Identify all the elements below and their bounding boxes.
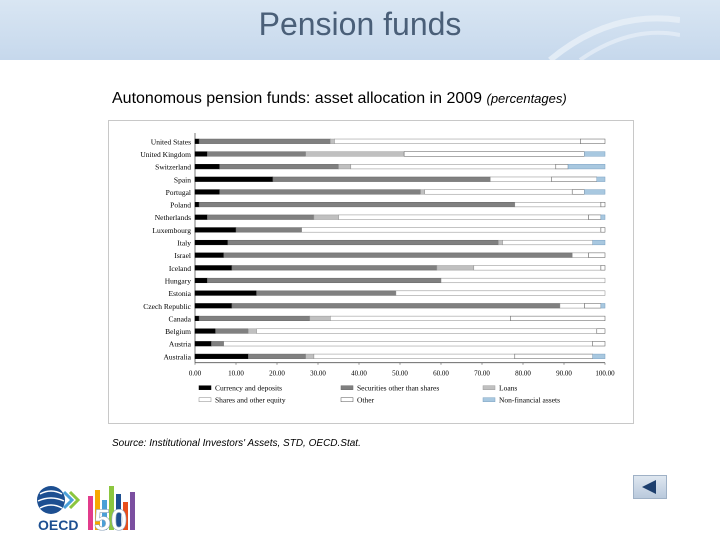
bar-segment [425, 190, 573, 195]
bar-segment [220, 190, 421, 195]
x-tick-label: 40.00 [351, 369, 367, 378]
bar-segment [195, 278, 207, 283]
bar-segment [195, 202, 199, 207]
bar-segment [404, 152, 584, 157]
bar-segment [224, 253, 573, 258]
category-label: Portugal [165, 187, 191, 197]
bar-segment [601, 266, 605, 271]
category-label: Spain [173, 175, 191, 185]
legend-swatch [483, 386, 495, 390]
bar-segment [421, 190, 425, 195]
bar-segment [597, 177, 605, 182]
bar-segment [195, 303, 232, 308]
x-tick-label: 90.00 [556, 369, 572, 378]
fifty-logo-text: 50 [94, 504, 128, 534]
bar-segment [195, 316, 199, 321]
bar-segment [195, 164, 220, 169]
bar-segment [220, 164, 339, 169]
bar-segment [330, 316, 510, 321]
bar-segment [601, 228, 605, 233]
category-label: Switzerland [155, 162, 191, 172]
bar-segment [503, 240, 593, 245]
bar-segment [306, 152, 404, 157]
bar-segment [396, 291, 605, 296]
category-label: Iceland [168, 263, 191, 273]
bar-segment [228, 240, 499, 245]
bar-segment [474, 266, 601, 271]
bar-segment [232, 266, 437, 271]
bar-segment [195, 240, 228, 245]
stacked-bar-chart [109, 121, 633, 423]
oecd-logo-text: OECD [38, 517, 79, 533]
bar-segment [199, 316, 310, 321]
legend-swatch [199, 398, 211, 402]
bar-segment [302, 228, 601, 233]
bar-segment [195, 266, 232, 271]
bar-segment [257, 291, 396, 296]
category-label: Luxembourg [152, 225, 191, 235]
bar-segment [195, 139, 199, 144]
bar-segment [568, 164, 605, 169]
bar-segment [560, 303, 585, 308]
x-tick-label: 100.00 [595, 369, 615, 378]
category-label: Hungary [164, 276, 191, 286]
bar-segment [195, 291, 257, 296]
chart-title-text: Autonomous pension funds: asset allocation in 2009 [112, 90, 483, 107]
bar-segment [498, 240, 502, 245]
bar-segment [195, 190, 220, 195]
bar-segment [585, 303, 601, 308]
source-note: Source: Institutional Investors' Assets, STD, OECD.Stat. [112, 438, 361, 449]
category-label: Canada [168, 314, 191, 324]
chart-frame [108, 120, 634, 424]
category-label: Belgium [165, 327, 191, 337]
category-label: Estonia [168, 289, 191, 299]
x-tick-label: 60.00 [433, 369, 449, 378]
bar-segment [224, 341, 593, 346]
bar-segment [199, 139, 330, 144]
bar-segment [593, 240, 605, 245]
bar-segment [306, 354, 314, 359]
bar-segment [195, 329, 216, 334]
back-button[interactable] [633, 475, 667, 499]
bar-segment [232, 303, 560, 308]
bar-segment [585, 190, 606, 195]
bar-segment [437, 266, 474, 271]
bar-segment [216, 329, 249, 334]
bar-segment [572, 253, 588, 258]
bar-segment [572, 190, 584, 195]
bar-segment [511, 316, 605, 321]
bar-segment [330, 139, 334, 144]
bar-segment [207, 152, 305, 157]
bar-segment [310, 316, 331, 321]
bar-segment [334, 139, 580, 144]
legend-swatch [341, 398, 353, 402]
x-tick-label: 0.00 [188, 369, 202, 378]
legend-label: Currency and deposits [215, 383, 283, 393]
bar-segment [257, 329, 597, 334]
back-arrow-icon [634, 476, 666, 498]
bar-segment [601, 303, 605, 308]
bar-segment [597, 329, 605, 334]
slide-title: Pension funds [258, 6, 462, 42]
chart-title [112, 90, 567, 108]
bar-segment [207, 215, 314, 220]
category-label: Italy [177, 238, 191, 248]
bar-segment [236, 228, 302, 233]
oecd-globe-icon [37, 486, 78, 514]
bar-segment [211, 341, 223, 346]
legend-label: Non-financial assets [499, 395, 561, 405]
x-tick-label: 20.00 [269, 369, 285, 378]
bar-segment [207, 278, 441, 283]
bar-segment [580, 139, 605, 144]
legend-label: Loans [499, 383, 518, 393]
oecd-logo-icon [34, 482, 144, 534]
bar-segment [515, 202, 601, 207]
legend-label: Shares and other equity [215, 395, 286, 405]
x-tick-label: 80.00 [515, 369, 531, 378]
bar-segment [314, 354, 515, 359]
bar-segment [601, 215, 605, 220]
bar-segment [195, 152, 207, 157]
bar-segment [199, 202, 515, 207]
bar-segment [195, 354, 248, 359]
bar-segment [515, 354, 593, 359]
bar-segment [195, 228, 236, 233]
bar-segment [339, 164, 351, 169]
bar-segment [593, 341, 605, 346]
legend-swatch [199, 386, 211, 390]
x-tick-label: 30.00 [310, 369, 326, 378]
bar-segment [589, 215, 601, 220]
bar-segment [339, 215, 589, 220]
legend-swatch [483, 398, 495, 402]
chart-title-unit: (percentages) [486, 91, 567, 106]
bar-segment [248, 354, 305, 359]
bar-segment [441, 278, 605, 283]
x-tick-label: 70.00 [474, 369, 490, 378]
x-tick-label: 50.00 [392, 369, 408, 378]
category-label: Netherlands [154, 213, 191, 223]
bar-segment [589, 253, 605, 258]
bar-segment [273, 177, 490, 182]
bar-segment [248, 329, 256, 334]
category-label: Australia [163, 352, 191, 362]
category-label: Austria [168, 339, 191, 349]
bar-segment [314, 215, 339, 220]
x-tick-label: 10.00 [228, 369, 244, 378]
legend-swatch [341, 386, 353, 390]
bar-segment [556, 164, 568, 169]
category-label: Israel [174, 251, 191, 261]
bar-segment [585, 152, 606, 157]
legend-label: Other [357, 395, 375, 405]
category-label: United States [150, 137, 191, 147]
bar-segment [552, 177, 597, 182]
bar-segment [195, 177, 273, 182]
category-label: United Kingdom [140, 149, 191, 159]
bar-segment [351, 164, 556, 169]
bar-segment [593, 354, 605, 359]
bar-segment [195, 215, 207, 220]
bar-segment [195, 341, 211, 346]
category-label: Poland [170, 200, 191, 210]
bar-segment [490, 177, 552, 182]
bar-segment [195, 253, 224, 258]
category-label: Czech Republic [143, 301, 191, 311]
bar-segment [601, 202, 605, 207]
legend-label: Securities other than shares [357, 383, 440, 393]
